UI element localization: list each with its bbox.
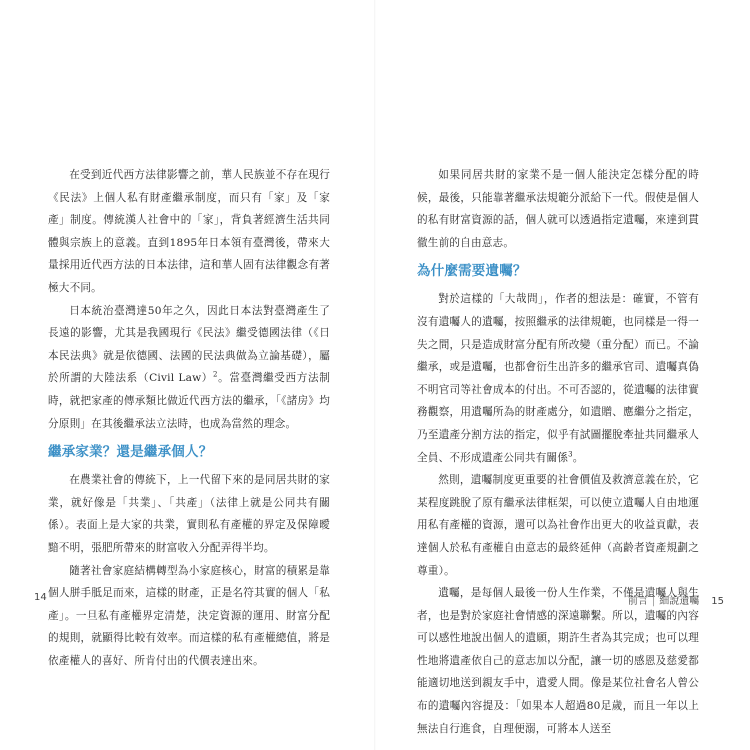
- section-heading-why-will: 為什麼需要遺囑？: [417, 263, 527, 280]
- paragraph-japanese-rule-tail: 。當臺灣繼受西方法制時，就把家產的傳承類比做近代西方法的繼承，「《諸房》均分原則」在其後繼承法立法時，也成為當然的理念。: [48, 372, 330, 430]
- paragraph-big-question-text: 對於這樣的「大哉問」，作者的想法是：確實，不管有沒有遺囑人的遺囑，按照繼承的法律規範，也同樣是一得一失之間，只是造成財富分配有所改變（重分配）而已。不論繼承，或是遺囑，也都會衍生出許多的繼承官司、遺囑真偽不明官司等社會成本的付出。不可否認的，從遺囑的法律實務觀察，用遺囑所為的財產處分，如遺贈、應繼分之指定，乃至遺產分割方法的指定，似乎有試圖擺脫牽扯共同繼承人全員、不形成遺產公同共有關係: [417, 293, 699, 464]
- paragraph-japanese-rule-text: 日本統治臺灣達50年之久，因此日本法對臺灣產生了長遠的影響，尤其是我國現行《民法》繼受德國法律（《日本民法典》就是依德國、法國的民法典做為立論基礎），屬於所謂的大陸法系（Civil Law）: [48, 304, 330, 385]
- footnote-mark: 2: [213, 370, 218, 379]
- left-text-column: [48, 164, 330, 672]
- paragraph-big-question: [417, 288, 699, 469]
- paragraph-western-law-influence: 在受到近代西方法律影響之前，華人民族並不存在現行《民法》上個人私有財產繼承制度，而只有「家」及「家產」制度。傳統漢人社會中的「家」，背負著經濟生活共同體與宗族上的意義。直到1895年日本領有臺灣後，帶來大量採用近代西方法的日本法律，這和華人固有法律觀念有著極大不同。: [48, 169, 330, 294]
- right-text-column: [417, 164, 699, 740]
- paragraph-big-question-tail: 。: [572, 451, 584, 464]
- paragraph-last-homework: 遺囑，是每個人最後一份人生作業，不僅是遺囑人與生者，也是對於家庭社會情感的深遠聯繫。所以，遺囑的內容可以感性地說出個人的遺願，期許生者為其完成；也可以理性地將遺產依自己的意志加以分配，讓一切的感恩及慈愛都能適切地送到親友手中，遺愛人間。像是某位社會名人曾公布的遺囑內容提及：「如果本人超過80足歲，而且一年以上無法自行進食，自理便溺，可將本人送至: [417, 587, 699, 735]
- running-head-separator: |: [651, 596, 656, 607]
- page-number-left: 14: [34, 592, 47, 603]
- section-heading-inheritance: 繼承家業？還是繼承個人？: [48, 444, 213, 461]
- running-head-section: 前言: [627, 596, 648, 607]
- footnote-mark: 3: [568, 450, 573, 458]
- running-footer-right: [628, 592, 724, 607]
- running-head-title: 細說遺囑: [659, 596, 700, 607]
- right-page: [375, 0, 750, 750]
- paragraph-family-business: 如果同居共財的家業不是一個人能決定怎樣分配的時候，最後，只能靠著繼承法規範分派給下一代。假使是個人的私有財富資源的話，個人就可以透過指定遺囑，來達到貫徹生前的自由意志。: [417, 169, 699, 249]
- page-number-right: 15: [711, 596, 724, 607]
- paragraph-japanese-rule: [48, 300, 330, 436]
- paragraph-social-value: 然則，遺囑制度更重要的社會價值及救濟意義在於，它某程度跳脫了原有繼承法律框架，可以使立遺囑人自由地運用私有產權的資源，還可以為社會作出更大的收益貢獻，表達個人於私有產權自由意志的最終延伸（高齡者資產規劃之尊重）。: [417, 474, 699, 577]
- paragraph-agricultural-society: 在農業社會的傳統下，上一代留下來的是同居共財的家業，就好像是「共業」、「共產」（法律上就是公同共有關係）。表面上是大家的共業，實則私有產權的界定及保障曖黯不明，張肥所帶來的財富收入分配弄得半均。: [48, 474, 330, 554]
- paragraph-private-property: 隨著社會家庭結構轉型為小家庭核心，財富的積累是靠個人胼手胝足而來，這樣的財產，正是名符其實的個人「私產」。一旦私有產權界定清楚，決定資源的運用、財富分配的規則，就顯得比較有效率。而這樣的私有產權總值，將是依產權人的喜好、所肯付出的代價表達出來。: [48, 564, 330, 667]
